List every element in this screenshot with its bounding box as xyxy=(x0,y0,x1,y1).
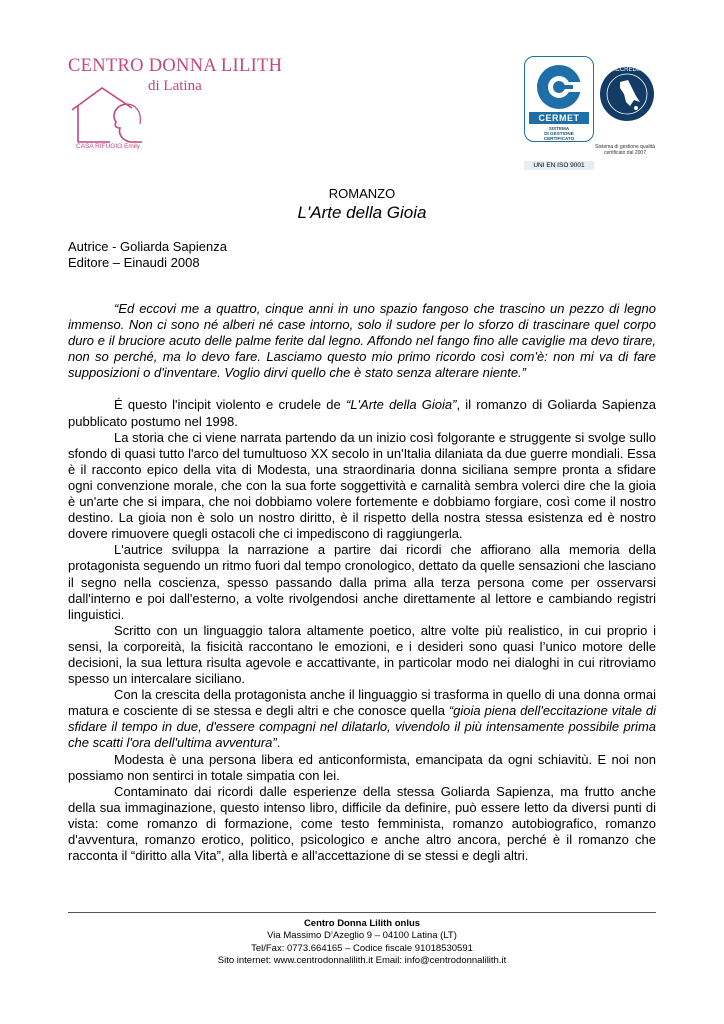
paragraph: Scritto con un linguaggio talora altamente poetico, altre volte più realistico, in cui proprio i sensi, la corporeità, la fisicità raccontano le emozioni, e i desideri sono quasi l’unico motore delle decisioni, la sua lettura risulta agevole e accattivante, in particolar modo nei dialoghi in cui ritroviamo spesso un intercalare siciliano. xyxy=(68,622,656,687)
paragraph: La storia che ci viene narrata partendo da un inizio così folgorante e struggente si svolge sullo sfondo di quasi tutto l'arco del tumultuoso XX secolo in un'Italia dilaniata da due guerre mondiali. Essa è il racconto epico della vita di Modesta, una straordinaria donna siciliana sempre pronta a sfidare ogni convenzione morale, che con la sua forte soggettività e carnalità sembra volerci dire che la gioia è un'arte che si impara, che noi dobbiamo volere fortemente e dobbiamo forgiare, così come il nostro destino. La gioia non è solo un nostro diritto, è il rispetto della nostra stessa esistenza ed è nostro dovere rimuovere quegli ostacoli che ci impediscono di raggiungerla. xyxy=(68,429,656,542)
uni-label: UNI EN ISO 9001 xyxy=(524,161,594,170)
opening-quote: “Ed eccovi me a quattro, cinque anni in uno spazio fangoso che trascino un pezzo di legno immenso. Non ci sono né alberi né case intorno, solo il sudore per lo sforzo di trascinare quel corpo duro e il bruciore acuto delle palme ferite dal legno. Affondo nel fango fino alle caviglie ma devo tirare, non so perché, ma lo devo fare. Lasciamo questo mio primo ricordo così com'è: non mi va di fare supposizioni o d'inventare. Voglio dirvi quello che è stato senza alterare niente.” xyxy=(68,301,656,381)
paragraph: Contaminato dai ricordi dalle esperienze della stessa Goliarda Sapienza, ma frutto anche della sua immaginazione, questo intenso libro, difficile da definire, può essere letto da diversi punti di vista: come romanzo di formazione, come testo femminista, romanzo autobiografico, romanzo d'avventura, romanzo erotico, politico, psicologico e anche altro ancora, perché è il romanzo che racconta il “diritto alla Vita”, alla libertà e all'accettazione di se stessi e degli altri. xyxy=(68,783,656,864)
org-logo xyxy=(68,52,298,157)
publisher-line: Editore – Einaudi 2008 xyxy=(68,255,200,270)
footer xyxy=(0,918,724,968)
org-city: di Latina xyxy=(148,78,202,94)
certification-logos xyxy=(524,56,659,174)
paragraph: É questo l'incipit violento e crudele de “L'Arte della Gioia”, il romanzo di Goliarda Sapienza pubblicato postumo nel 1998. xyxy=(68,397,656,429)
paragraph: Con la crescita della protagonista anche il linguaggio si trasforma in quello di una donna ormai matura e cosciente di se stessa e degli altri e che conosce quella “gioia piena dell'eccitazione vitale di sfidare il tempo in due, d'essere compagni nel dilatarlo, vivendolo il più intensamente possibile prima che scatti l'ora dell'ultima avventura”. xyxy=(68,687,656,751)
footer-web: Sito internet: www.centrodonnalilith.it Email: info@centrodonnalilith.it xyxy=(217,955,507,967)
accredia-label: ACCREDIA xyxy=(611,67,643,73)
footer-divider xyxy=(68,912,656,913)
footer-org-name: Centro Donna Lilith onlus xyxy=(303,918,421,929)
cert-caption: SISTEMA DI GESTIONE CERTIFICATO xyxy=(543,126,575,141)
accredia-seal-icon xyxy=(598,58,656,142)
house-face-icon xyxy=(70,84,150,146)
author-line: Autrice - Goliarda Sapienza xyxy=(68,239,227,254)
shelter-label: CASA RIFUGIO Emily xyxy=(76,143,140,150)
genre-label: ROMANZO xyxy=(328,186,396,201)
paragraph: Modesta è una persona libera ed anticonformista, emancipata da ogni schiavitù. E noi non possiamo non sentirci in totale simpatia con lei. xyxy=(68,751,656,783)
review-body xyxy=(68,301,656,864)
accredia-caption: Sistema di gestione qualità certificato dal 2007 xyxy=(595,144,655,156)
cermet-logo xyxy=(524,56,594,142)
cermet-c-icon xyxy=(525,57,593,113)
org-name: CENTRO DONNA LILITH xyxy=(68,56,283,76)
book-title: L'Arte della Gioia xyxy=(297,203,427,222)
book-meta xyxy=(68,239,227,271)
paragraph: L'autrice sviluppa la narrazione a partire dai ricordi che affiorano alla memoria della protagonista seguendo un ritmo fuori dal tempo cronologico, dettato da quelle sensazioni che lasciano il segno nella coscienza, spesso passando dalla prima alla terza persona come per osservarsi dall'interno e poi dall'esterno, a volte rivolgendosi anche direttamente al lettore e cambiando registri linguistici. xyxy=(68,542,656,622)
cermet-word: CERMET xyxy=(529,112,589,124)
footer-contacts: Tel/Fax: 0773.664165 – Codice fiscale 91018530591 xyxy=(251,942,473,954)
footer-address: Via Massimo D’Azeglio 9 – 04100 Latina (LT) xyxy=(267,930,457,942)
